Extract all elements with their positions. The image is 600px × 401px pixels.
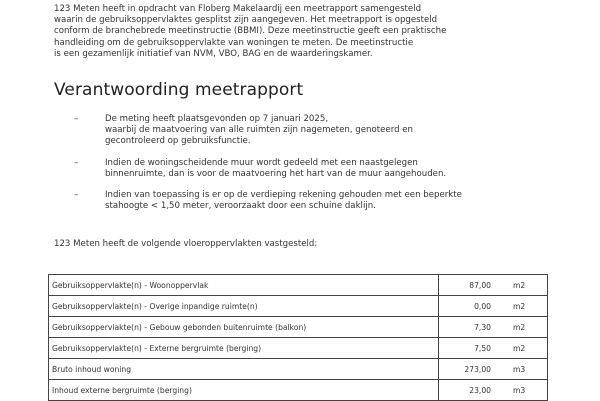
table-row [49,359,548,380]
bullet-line: De meting heeft plaatsgevonden op 7 januari 2025, [105,114,329,124]
row-value: 23,00 [469,385,491,395]
row-label: Gebruiksoppervlakte(n) - Overige inpandige ruimte(n) [49,296,439,317]
bullet-line: Indien van toepassing is er op de verdieping rekening gehouden met een beperkte [105,190,462,201]
table-row [49,380,548,401]
row-unit: m3 [513,364,526,374]
table-row [49,338,548,359]
row-value: 7,50 [474,343,491,353]
row-label: Bruto inhoud woning [49,359,439,380]
section-heading: Verantwoording meetrapport [54,80,304,100]
table-row [49,296,548,317]
row-label: Gebruiksoppervlakte(n) - Gebouw gebonden buitenruimte (balkon) [49,317,439,338]
bullet-line: gecontroleerd op gebruiksfunctie. [105,136,251,147]
bullet-list [0,114,600,222]
intro-line: is een gezamenlijk initiatief van NVM, VBO, BAG en de waarderingskamer. [54,48,373,59]
row-value: 0,00 [474,301,491,311]
dash-marker: – [74,114,79,124]
row-unit: m2 [513,343,526,353]
row-label: Inhoud externe bergruimte (berging) [49,380,439,401]
row-value: 87,00 [469,280,491,290]
row-value: 7,30 [474,322,491,332]
dash-marker: – [74,157,79,168]
table-row [49,275,548,296]
summary-text: 123 Meten heeft de volgende vloeroppervlakten vastgesteld: [54,239,318,249]
intro-paragraph [54,4,574,60]
row-label: Gebruiksoppervlakte(n) - Woonoppervlak [49,275,439,296]
dash-marker: – [74,190,79,201]
row-unit: m2 [513,301,526,311]
row-unit: m3 [513,385,526,395]
intro-line: handleiding om de gebruiksoppervlakte van woningen te meten. De meetinstructie [54,37,414,48]
bullet-item [0,114,600,148]
bullet-item [0,190,600,212]
bullet-line: Indien de woningscheidende muur wordt gedeeld met een naastgelegen [105,157,418,168]
row-unit: m2 [513,280,526,290]
intro-line: 123 Meten heeft in opdracht van Floberg Makelaardij een meetrapport samengesteld [54,4,422,14]
intro-line: waarin de gebruiksoppervlaktes gesplitst zijn aangegeven. Het meetrapport is opgesteld [54,15,438,26]
bullet-line: waarbij de maatvoering van alle ruimten zijn nagemeten, genoteerd en [105,125,413,136]
row-unit: m2 [513,322,526,332]
bullet-line: binnenruimte, dan is voor de maatvoering het hart van de muur aangehouden. [105,168,447,179]
bullet-line: stahoogte < 1,50 meter, veroorzaakt door een schuine daklijn. [105,201,376,212]
intro-line: conform de branchebrede meetinstructie (BBMI). Deze meetinstructie geeft een praktische [54,26,447,37]
bullet-item [0,158,600,180]
row-label: Gebruiksoppervlakte(n) - Externe bergruimte (berging) [49,338,439,359]
area-table [48,274,548,401]
row-value: 273,00 [464,364,491,374]
table-row [49,317,548,338]
